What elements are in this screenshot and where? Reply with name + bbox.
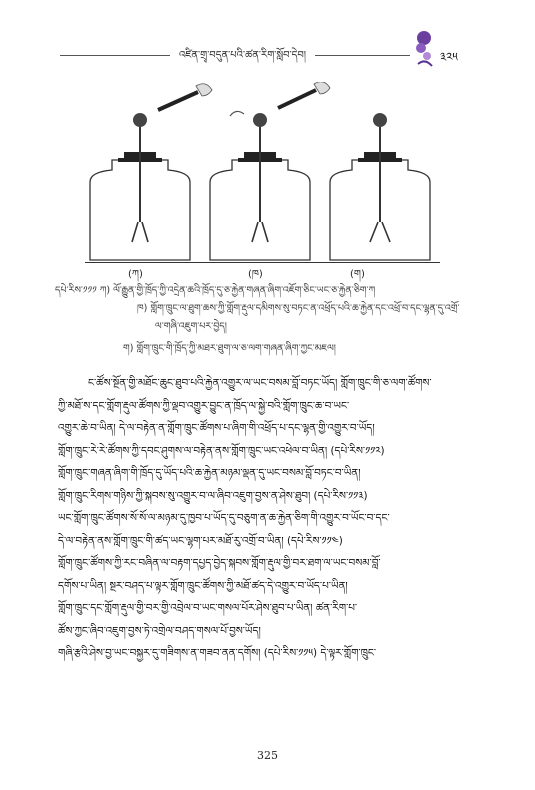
body-line: ཡང་གློག་ཁྲུང་ཚོགས་སོ་སོ་ལ་མཉམ་དུ་ཁྱབ་པ་ཡོད་དུ་བཅུག་ན་ཆ་རྐྱེན་ཅིག་གི་འགྱུར་བ་ཡོང་བ་དང་	[58, 512, 390, 524]
electroscope-figure	[80, 82, 440, 282]
body-line: ཀྱི་མཐོ་ས་དང་གློག་རྡུལ་ཚོགས་ཀྱི་ལྡབ་འགྱུར་བྱུང་ན་ཁྲོད་ལ་སྐྱེ་བའི་གློག་ཁྲུང་ཆ་བ་ཡང་	[58, 399, 350, 412]
body-line: གློག་ཁྲུང་ཚོགས་ཀྱི་རང་བཞིན་ལ་བརྟག་དཔྱད་བྱེད་སྐབས་གློག་རྡུལ་གྱི་བར་ཐག་ལ་ཡང་བསམ་བློ་	[58, 557, 381, 569]
flower-ornament-icon	[414, 28, 436, 68]
page-number-tibetan: ༣༢༥	[440, 50, 458, 64]
body-line: གློག་ཁྲུང་རེ་རེ་ཚོགས་ཀྱི་དབང་ཤུགས་ལ་བརྟེན་ནས་གློག་ཁྲུང་ཡང་འཕེལ་བ་ཡིན། (དཔེ་རིས་༡༡༢)	[58, 444, 385, 457]
body-line: གློག་ཁྲུང་རིགས་གཉིས་ཀྱི་སྐབས་སུ་འགྱུར་བ་ལ་ཞིབ་འཇུག་བྱས་ན་ཤེས་ཐུབ། (དཔེ་རིས་༡༡༣)	[58, 489, 368, 502]
body-line: དེ་ལ་བརྟེན་ནས་གློག་ཁྲུང་གི་ཚད་ཡང་ལྷག་པར་མཐོ་རུ་འགྲོ་བ་ཡིན། (དཔེ་རིས་༡༡༤)	[58, 534, 343, 547]
figure-label-a: (ཀ)	[128, 269, 143, 280]
electroscope-jar-c	[330, 113, 430, 260]
caption-line: ལ་གཞི་འཇུག་པར་བྱེད།	[155, 321, 227, 332]
header-rule-right	[315, 55, 410, 56]
running-title: འཛིན་གྲྭ་བདུན་པའི་ཚན་རིག་སློབ་དེབ།	[178, 50, 307, 61]
body-line: གློག་ཁྲུང་དང་གློག་རྡུལ་གྱི་བར་གྱི་འབྲེལ་བ་ཡང་གསལ་པོར་ཤེས་ཐུབ་པ་ཡིན། ཚན་རིག་པ་	[58, 602, 358, 614]
figure-label-c: (ག)	[350, 269, 365, 280]
body-line: ང་ཚོས་སྔོན་གྱི་མཐོང་ཆུང་ཐུབ་པའི་རྐྱེན་འགྱུར་ལ་ཡང་བསམ་བློ་བཏང་ཡོད། གློག་ཁྲུང་གི་ཅ་ལག་ཚོགས་	[88, 377, 432, 389]
caption-line: ཁ) གློག་ཁྲུང་ལ་ཐུག་ཆས་ཀྱི་གློག་རྡུལ་དམིགས་སུ་བཏང་ན་འཕྲོད་པའི་ཆ་རྐྱེན་དང་འཕྲོ་བ་དང་ལྷན་དུ་འགྲོ་	[137, 303, 460, 314]
caption-line: ག) གློག་ཁྲུང་གི་ཁྲོད་ཀྱི་མཐར་ཐུག་ལ་ཅ་ལག་གཞན་ཞིག་ཀྱང་མཇལ།	[123, 343, 336, 354]
body-line: ཚོས་ཀྱང་ཞིབ་འཇུག་བྱས་ཏེ་འགྲེལ་བཤད་གསལ་པོ་བྱས་ཡོད།	[58, 624, 261, 637]
caption-line: དཔེ་རིས་༡༡༡ ཀ) ལོ་རྒྱུན་གྱི་ཁྲོད་ཀྱི་འདྲེན་ཆའི་ཁྲོད་དུ་ཅ་རྐྱེན་གཞན་ཞིག་འཇོག་ཅིང་ཡང་ཅ་རྐྱེན་ཅིག་ཀ	[55, 285, 376, 296]
page-number: 325	[257, 749, 278, 762]
body-line: འགྱུར་ཆེ་བ་ཡིན། དེ་ལ་བརྟེན་ན་གློག་ཁྲུང་ཚོགས་པ་ཞིག་གི་འཕྲོད་པ་དང་ལྷན་གྱི་འགྱུར་བ་ཡོད།	[58, 422, 375, 434]
header-rule-left	[60, 55, 170, 56]
electroscope-jar-b	[210, 82, 330, 260]
electroscope-jar-a	[90, 84, 212, 260]
body-line: དགོས་པ་ཡིན། སྔར་བཤད་པ་ལྟར་གློག་ཁྲུང་ཚོགས་ཀྱི་མཐོ་ཚད་དེ་འགྱུར་བ་ཡོད་པ་ཡིན།	[58, 579, 348, 592]
figure-label-b: (ཁ)	[248, 269, 263, 280]
body-line: གློག་ཁྲུང་གཞན་ཞིག་གི་ཁྲོད་དུ་ཡོད་པའི་ཆ་རྐྱེན་མཉམ་ལྡན་དུ་ཡང་བསམ་བློ་བཏང་བ་ཡིན།	[58, 467, 361, 479]
body-line: གཞི་རྩའི་ཤེས་བྱ་ཡང་བསྐྱར་དུ་གཟིགས་ན་གཟབ་ནན་དགོས། (དཔེ་རིས་༡༡༥) དེ་ལྟར་གློག་ཁྲུང་	[58, 647, 377, 659]
